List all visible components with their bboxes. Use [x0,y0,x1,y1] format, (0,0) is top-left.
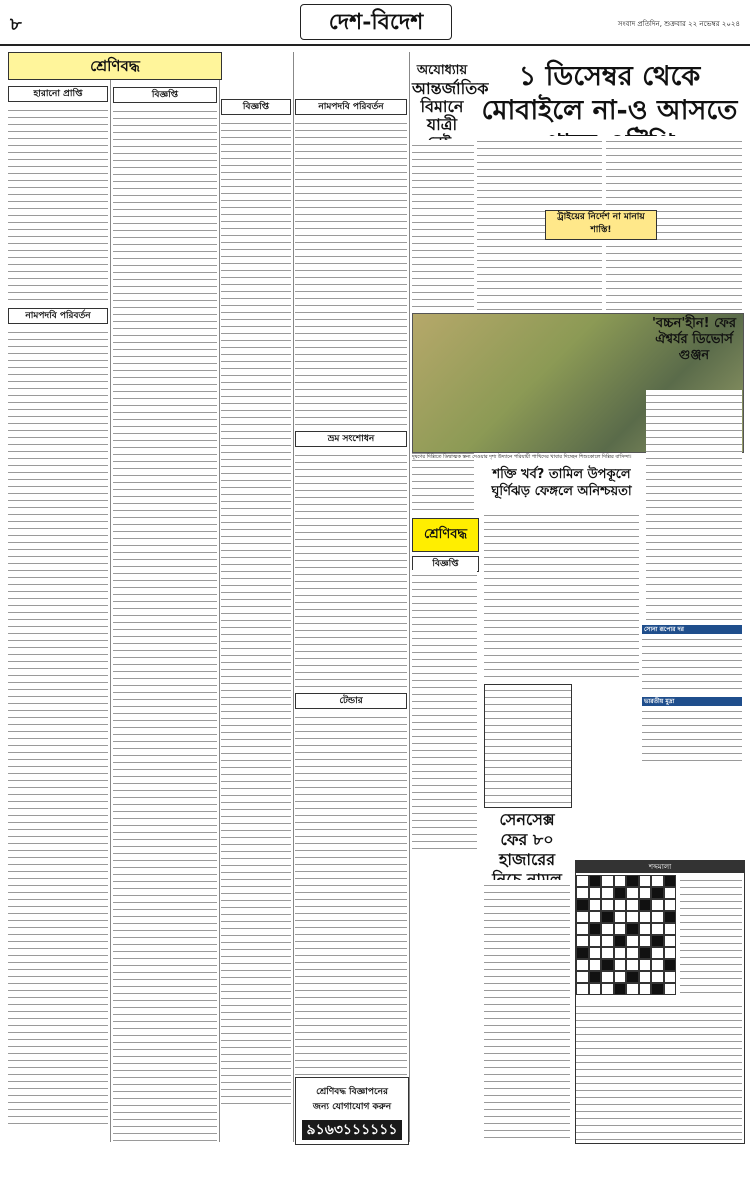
crossword-cell[interactable] [614,947,627,959]
crossword-cell[interactable] [639,875,652,887]
crossword-cell[interactable] [601,899,614,911]
crossword-heading: শব্দমালা [576,861,744,873]
crossword-cell[interactable] [626,983,639,995]
crossword-cell[interactable] [626,947,639,959]
classified-text-block [295,118,407,428]
classified-yellow-sub: বিজ্ঞপ্তি [412,556,479,572]
crossword-cell [664,911,677,923]
gold-rates-heading: সোনা রূপোর দর [642,625,742,634]
column-divider [409,52,410,1142]
correction-heading: ভ্রম সংশোধন [295,431,407,447]
crossword-cell[interactable] [589,959,602,971]
crossword-cell[interactable] [639,971,652,983]
crossword-cell[interactable] [651,923,664,935]
name-change-heading: নামপদবি পরিবর্তন [8,308,108,324]
crossword-cell[interactable] [601,875,614,887]
currency-heading: ভারতীয় মুদ্রা [642,697,742,706]
name-change2-heading: নামপদবি পরিবর্তন [295,99,407,115]
classified-text-block [113,106,217,1146]
crossword-cell[interactable] [576,959,589,971]
ad-line-1: শ্রেণিবদ্ধ বিজ্ঞাপনের [316,1087,388,1097]
cyclone-headline: শক্তি খর্ব? তামিল উপকূলে ঘূর্ণিঝড় ফেঙ্গলে অনিশ্চয়তা [491,467,632,499]
crossword-cell[interactable] [614,899,627,911]
crossword-cell[interactable] [601,923,614,935]
side-headline-line: আন্তর্জাতিক [412,79,489,98]
classified-column-2 [113,84,217,1174]
crossword-cell[interactable] [589,899,602,911]
trai-box: ট্রাইয়ের নির্দেশ না মানায় শাস্তি! [545,210,657,240]
crossword-cell[interactable] [651,971,664,983]
crossword-cell[interactable] [601,947,614,959]
crossword-cell [576,899,589,911]
crossword-cell [651,983,664,995]
crossword-cell[interactable] [651,899,664,911]
crossword-cell[interactable] [601,887,614,899]
crossword-cell[interactable] [614,971,627,983]
crossword-cell [614,887,627,899]
crossword-cell [589,971,602,983]
photo-caption: দূষণের দিল্লিতে ডিম্বাত্মক স্তন্য দেওয়ার দৃশ্য উদ্যানে পরিযায়ী পাখিদের খাবার দিচ্ছেন শিশুকোলে দিল্লির বাসিন্দা। [412,454,632,460]
crossword-cell [614,935,627,947]
crossword-cell[interactable] [589,983,602,995]
crossword-cell [651,935,664,947]
crossword-cell [589,875,602,887]
crossword-cell[interactable] [664,923,677,935]
crossword-cell[interactable] [614,875,627,887]
ad-line-2: জন্য যোগাযোগ করুন [312,1102,392,1112]
crossword-cell[interactable] [651,959,664,971]
lead-headline: ১ ডিসেম্বর থেকে মোবাইলে না-ও আসতে [481,61,738,126]
crossword-cell [626,875,639,887]
currency-body [642,706,742,766]
classified-column-3 [221,96,291,1186]
crossword-cell [589,923,602,935]
crossword-cell [601,911,614,923]
crossword-cell[interactable] [576,935,589,947]
crossword-clues [680,875,742,995]
sensex-headline: সেনসেক্স ফের ৮০ হাজারের [498,810,556,869]
crossword-cell[interactable] [626,935,639,947]
crossword-cell[interactable] [601,971,614,983]
crossword-cell[interactable] [576,887,589,899]
crossword-cell [614,983,627,995]
page-number: ৮ [10,14,22,35]
crossword-cell [664,875,677,887]
crossword-cell [626,923,639,935]
crossword-cell[interactable] [601,935,614,947]
crossword-cell[interactable] [614,959,627,971]
crossword-cell[interactable] [626,887,639,899]
crossword-cell[interactable] [651,947,664,959]
crossword-cell[interactable] [626,911,639,923]
crossword-cell[interactable] [664,887,677,899]
column-divider [293,52,294,1142]
crossword-cell [664,959,677,971]
crossword-cell[interactable] [576,971,589,983]
crossword-cell[interactable] [576,923,589,935]
classified-yellow-body [412,570,477,855]
side-headline-line: অযোধ্যায় [416,63,468,78]
crossword-cell[interactable] [614,911,627,923]
crossword-cell[interactable] [651,875,664,887]
aishwarya-headline: 'বচ্চন'হীন! ফের ঐশ্বর্যর ডিভোর্স গুঞ্জন [651,316,737,363]
gold-rates-body [642,634,742,694]
classified-text-block [8,327,108,1127]
crossword-cell[interactable] [576,983,589,995]
tender-heading: টেন্ডার [295,693,407,709]
crossword-cell[interactable] [576,875,589,887]
crossword-cell [576,947,589,959]
classified-yellow-heading: শ্রেণিবদ্ধ [412,518,479,552]
crossword-cell[interactable] [626,959,639,971]
crossword-cell[interactable] [664,935,677,947]
classified-text-block [295,712,407,1082]
crossword-cell[interactable] [601,983,614,995]
crossword-cell[interactable] [664,899,677,911]
gold-silver-rates [642,622,742,802]
crossword-cell[interactable] [639,911,652,923]
sensex-story-body [484,880,570,1142]
cyclone-story-body [484,510,639,680]
dateline: সংবাদ প্রতিদিন, শুক্রবার ২২ নভেম্বর ২০২৪ [617,20,740,28]
crossword-cell[interactable] [664,947,677,959]
classified-column-1 [8,52,140,1142]
crossword-cell[interactable] [589,887,602,899]
boxed-notice [484,684,572,808]
crossword-cell[interactable] [614,923,627,935]
notice2-heading: বিজ্ঞপ্তি [221,99,291,115]
crossword-cell[interactable] [639,983,652,995]
crossword [575,860,745,1144]
crossword-cell[interactable] [664,971,677,983]
column-divider [110,52,111,1142]
boxed-notice-body [485,685,571,803]
classified-heading: শ্রেণিবদ্ধ [8,52,222,80]
crossword-cell[interactable] [639,923,652,935]
crossword-cell[interactable] [576,911,589,923]
crossword-cell[interactable] [639,959,652,971]
section-title: দেশ-বিদেশ [300,4,452,40]
classified-contact-ad [295,1077,409,1145]
lost-found-heading: হারানো প্রাপ্তি [8,86,108,102]
classified-column-4 [295,96,407,1186]
crossword-cell [626,971,639,983]
crossword-clues [576,1001,742,1141]
classified-text-block [8,105,108,305]
crossword-cell[interactable] [589,911,602,923]
crossword-cell[interactable] [626,899,639,911]
crossword-cell[interactable] [651,911,664,923]
classified-text-block [221,118,291,1108]
column-divider [219,52,220,1142]
notice-heading: বিজ্ঞপ্তি [113,87,217,103]
aishwarya-story-body [646,390,742,620]
crossword-cell[interactable] [664,983,677,995]
crossword-cell [639,947,652,959]
crossword-cell [601,959,614,971]
crossword-grid [576,875,676,995]
page-header [0,0,750,46]
crossword-cell [639,899,652,911]
side-headline-line: বিমানে যাত্রী [420,97,464,134]
crossword-cell[interactable] [589,935,602,947]
ad-phone: ৯১৬৩১১১১১১ [302,1120,402,1140]
crossword-cell[interactable] [639,887,652,899]
classified-text-block [295,450,407,690]
crossword-cell [651,887,664,899]
crossword-cell[interactable] [639,935,652,947]
crossword-cell[interactable] [589,947,602,959]
